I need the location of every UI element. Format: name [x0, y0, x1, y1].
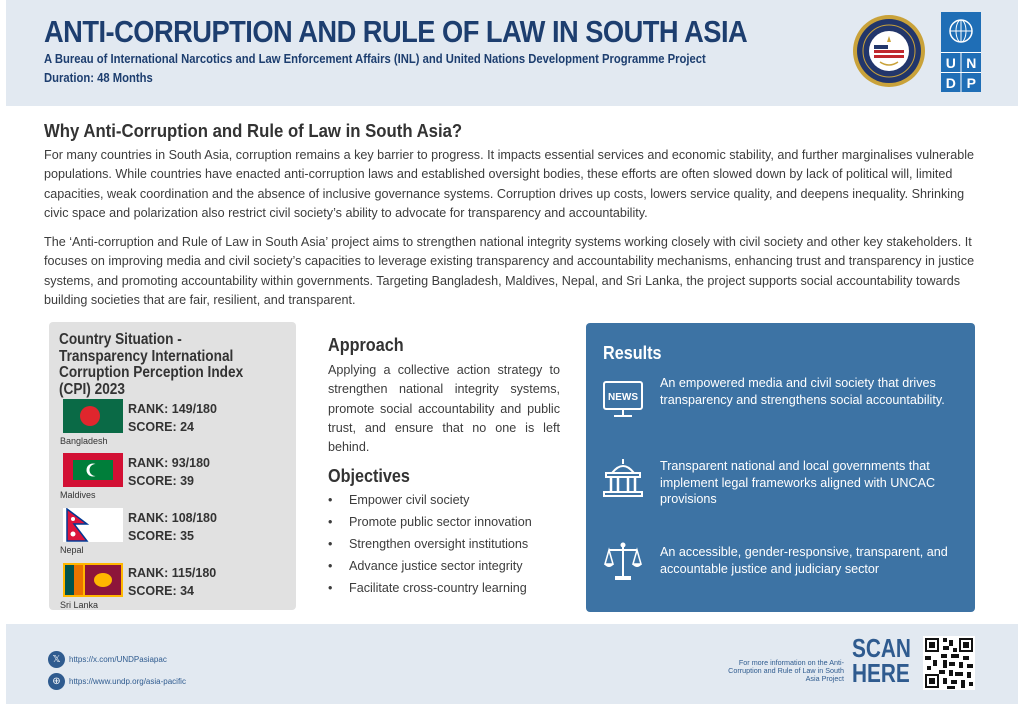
undp-letter-n: N — [966, 55, 977, 71]
justice-scales-icon — [602, 540, 644, 582]
country-score: SCORE: 35 — [128, 529, 194, 543]
objective-text: Promote public sector innovation — [349, 515, 532, 529]
x-icon: 𝕏 — [48, 651, 65, 668]
result-text-3: An accessible, gender-responsive, transparent, and accountable justice and judiciary sector — [660, 545, 948, 576]
country-rank: RANK: 108/180 — [128, 511, 217, 525]
approach-heading: Approach — [328, 335, 404, 355]
maldives-flag-icon — [63, 453, 123, 487]
undp-logo — [941, 12, 981, 92]
duration-label: Duration: 48 Months — [44, 71, 153, 85]
why-heading: Why Anti-Corruption and Rule of Law in South Asia? — [44, 121, 463, 141]
website-link[interactable] — [48, 673, 308, 691]
country-score: SCORE: 34 — [128, 584, 194, 598]
scan-here-label — [852, 633, 911, 688]
bullet-icon: • — [328, 581, 333, 595]
country-name: Nepal — [60, 545, 84, 555]
country-name: Bangladesh — [60, 436, 108, 446]
results-heading: Results — [603, 343, 662, 363]
country-name: Sri Lanka — [60, 600, 99, 610]
country-rank: RANK: 115/180 — [128, 566, 217, 580]
country-rank: RANK: 149/180 — [128, 402, 217, 416]
objective-text: Advance justice sector integrity — [349, 559, 523, 573]
x-link[interactable] — [48, 651, 308, 669]
country-sri-lanka — [49, 563, 296, 619]
flyer — [6, 0, 1018, 704]
country-name: Maldives — [60, 490, 96, 500]
bullet-icon: • — [328, 515, 333, 529]
undp-logo-graphic — [941, 12, 981, 92]
website-link-url[interactable]: https://www.undp.org/asia-pacific — [69, 677, 186, 686]
country-bangladesh — [49, 399, 296, 455]
x-link-url[interactable]: https://x.com/UNDPasiapac — [69, 655, 167, 664]
objective-item — [328, 577, 568, 599]
objective-item — [328, 533, 568, 555]
approach-text: Applying a collective action strategy to strengthen national integrity systems, promote social accountability and public trust, and ensure that no one is left behind. — [328, 363, 560, 455]
objectives-heading: Objectives — [328, 466, 410, 486]
objective-text: Facilitate cross-country learning — [349, 581, 527, 595]
qr-code-icon[interactable] — [923, 636, 975, 690]
country-maldives — [49, 453, 296, 509]
objective-item — [328, 555, 568, 577]
country-rank: RANK: 93/180 — [128, 456, 210, 470]
scan-text: SCAN — [852, 633, 911, 663]
result-text-1: An empowered media and civil society that drives transparency and strengthens social accountability. — [660, 376, 945, 407]
government-building-icon — [602, 457, 644, 499]
nepal-flag-icon — [63, 508, 123, 542]
country-score: SCORE: 24 — [128, 420, 194, 434]
bangladesh-flag-icon — [63, 399, 123, 433]
news-icon-label: NEWS — [608, 392, 638, 403]
objective-item — [328, 489, 568, 511]
bullet-icon: • — [328, 537, 333, 551]
inl-seal-icon — [852, 14, 926, 88]
why-paragraph-1: For many countries in South Asia, corruption remains a key barrier to progress. It impacts essential services and economic stability, and further marginalises vulnerable populations. While countries have enacted anti-corruption laws and established oversight bodies, these efforts are often slowed down by lack of political will, limited capacities, weak coordination and the absence of inclusive governance systems. Corruption drives up costs, lowers service quality, and deepens inequality. Shrinking civic space and polarization also restrict civil society’s ability to advocate for transparency and accountability. — [44, 148, 975, 220]
why-paragraph-2: The ‘Anti-corruption and Rule of Law in South Asia’ project aims to strengthen national integrity systems working closely with civil society and other key stakeholders. It focuses on improving media and civil society’s capacities to leverage existing transparency and accountability mechanisms, enhancing trust and transparency in justice systems, and promoting accountability within governments. Targeting Bangladesh, Maldives, Nepal, and Sri Lanka, the project supports social accountability towards building societies that are fair, resilient, and transparent. — [44, 235, 975, 307]
footer-band — [6, 624, 1018, 704]
country-nepal — [49, 508, 296, 564]
undp-letter-u: U — [945, 55, 956, 71]
news-icon — [602, 378, 644, 420]
header-band — [6, 0, 1018, 106]
page-title: ANTI-CORRUPTION AND RULE OF LAW IN SOUTH ASIA — [44, 14, 748, 49]
result-text-2: Transparent national and local governments that implement legal frameworks aligned with UNCAC provisions — [660, 459, 936, 506]
page-subtitle: A Bureau of International Narcotics and Law Enforcement Affairs (INL) and United Nations Development Programme Project — [44, 52, 706, 66]
undp-letter-d: D — [945, 75, 956, 91]
undp-letter-p: P — [966, 75, 976, 91]
cpi-panel — [49, 322, 296, 610]
country-score: SCORE: 39 — [128, 474, 194, 488]
bullet-icon: • — [328, 493, 333, 507]
globe-icon: ⊕ — [48, 673, 65, 690]
sri-lanka-flag-icon — [63, 563, 123, 597]
footer-note: For more information on the Anti-Corruption and Rule of Law in South Asia Project — [728, 658, 844, 684]
objective-text: Strengthen oversight institutions — [349, 537, 529, 551]
here-text: HERE — [852, 658, 910, 688]
objective-text: Empower civil society — [349, 493, 470, 507]
objectives-list — [328, 489, 568, 599]
bullet-icon: • — [328, 559, 333, 573]
cpi-title: Country Situation - Transparency International Corruption Perception Index (CPI) 2023 — [59, 331, 244, 398]
results-panel — [586, 323, 975, 612]
objective-item — [328, 511, 568, 533]
